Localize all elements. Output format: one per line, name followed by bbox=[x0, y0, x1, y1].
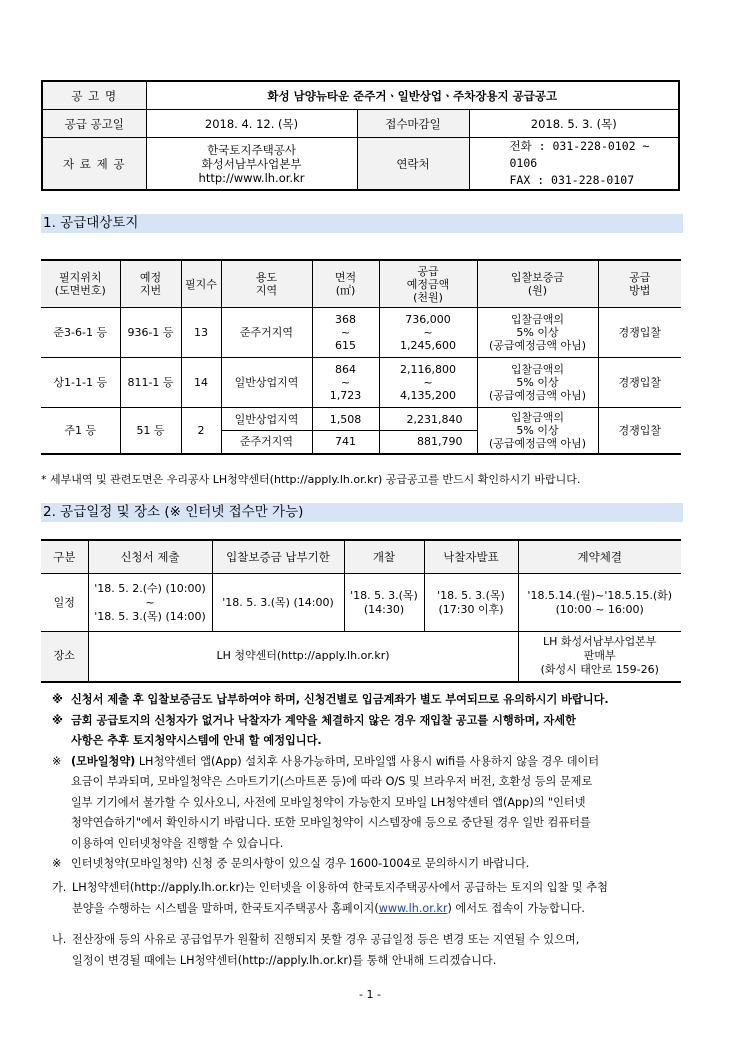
opening-date: '18. 5. 3.(목) (14:30) bbox=[344, 574, 424, 632]
col-contract: 계약체결 bbox=[518, 540, 681, 574]
col-area: 면적 (㎡) bbox=[312, 260, 379, 308]
notice-date-label: 공급 공고일 bbox=[42, 110, 146, 138]
col-lot: 예정 지번 bbox=[120, 260, 181, 308]
provider bbox=[146, 138, 357, 191]
notice-title: 화성 남양뉴타운 준주거ㆍ일반상업ㆍ주차장용지 공급공고 bbox=[146, 81, 679, 110]
price: 736,000 ~ 1,245,600 bbox=[379, 308, 477, 358]
list-marker: 가. bbox=[52, 881, 67, 894]
footnote: * 세부내역 및 관련도면은 우리공사 LH청약센터(http://apply.lh.or.kr) 공급공고를 반드시 확인하시기 바랍니다. bbox=[41, 473, 581, 486]
place-office: LH 화성서남부사업본부 판매부 (화성시 태안로 159-26) bbox=[518, 632, 681, 682]
count: 2 bbox=[181, 408, 221, 454]
method: 경쟁입찰 bbox=[598, 408, 681, 454]
col-count: 필지수 bbox=[181, 260, 221, 308]
area: 1,508 bbox=[312, 408, 379, 431]
land-header-row bbox=[41, 260, 681, 308]
location: 상1-1-1 등 bbox=[41, 358, 120, 408]
price: 881,790 bbox=[379, 431, 477, 454]
reference-mark: ※ bbox=[52, 754, 62, 768]
col-deposit-deadline: 입찰보증금 납부기한 bbox=[212, 540, 344, 574]
section-1-title: 1. 공급대상토지 bbox=[41, 214, 683, 233]
area: 864 ~ 1,723 bbox=[312, 358, 379, 408]
contact bbox=[469, 138, 679, 191]
land-table bbox=[41, 259, 681, 455]
use: 준주거지역 bbox=[221, 431, 312, 454]
place-label: 장소 bbox=[41, 632, 88, 682]
deposit-deadline: '18. 5. 3.(목) (14:00) bbox=[212, 574, 344, 632]
deposit: 입찰금액의 5% 이상 (공급예정금액 아님) bbox=[477, 408, 598, 454]
homepage-link[interactable]: www.lh.or.kr bbox=[378, 901, 448, 915]
paragraph-ga: 가. LH청약센터(http://apply.lh.or.kr)는 인터넷을 이용하여 한국토지주택공사에서 공급하는 토지의 입찰 및 추첨 분양을 수행하는 시스템을 말하며, 한국토지주택공사 홈페이지(www.lh.or.kr) 에서도 접속이 가능합니다. bbox=[52, 878, 702, 919]
provider-label: 자 료 제 공 bbox=[42, 138, 146, 191]
list-marker: 나. bbox=[52, 933, 67, 946]
lot: 811-1 등 bbox=[120, 358, 181, 408]
col-opening: 개찰 bbox=[344, 540, 424, 574]
schedule-row bbox=[41, 574, 681, 632]
paragraph-na: 나. 전산장애 등의 사유로 공급업무가 원활히 진행되지 못할 경우 공급일정 등은 변경 또는 지연될 수 있으며, 일정이 변경될 때에는 LH청약센터(http://apply.lh.or.kr)를 통해 안내해 드리겠습니다. bbox=[52, 930, 702, 971]
contact-label: 연락처 bbox=[357, 138, 469, 191]
table-row bbox=[41, 308, 681, 358]
section-2-title: 2. 공급일정 및 장소 (※ 인터넷 접수만 가능) bbox=[41, 503, 683, 522]
table-row bbox=[41, 358, 681, 408]
deadline-date: 2018. 5. 3. (목) bbox=[469, 110, 679, 138]
reference-mark: ※ bbox=[52, 693, 63, 706]
application-period: '18. 5. 2.(수) (10:00) ~ '18. 5. 3.(목) (14:00) bbox=[88, 574, 212, 632]
page-number: - 1 - bbox=[359, 988, 381, 1001]
col-category: 구분 bbox=[41, 540, 88, 574]
notice-title-label: 공 고 명 bbox=[42, 81, 146, 110]
method: 경쟁입찰 bbox=[598, 308, 681, 358]
notes bbox=[52, 690, 682, 875]
place-online[interactable]: LH 청약센터(http://apply.lh.or.kr) bbox=[88, 632, 518, 682]
note-1: ※ 신청서 제출 후 입찰보증금도 납부하여야 하며, 신청건별로 입금계좌가 별도 부여되므로 유의하시기 바랍니다. bbox=[52, 690, 682, 711]
use: 일반상업지역 bbox=[221, 358, 312, 408]
area: 368 ~ 615 bbox=[312, 308, 379, 358]
note-3: ※ (모바일청약) LH청약센터 앱(App) 설치후 사용가능하며, 모바일앱 사용시 wifi를 사용하지 않을 경우 데이터 요금이 부과되며, 모바일청약은 스마트기기(스마트폰 등)에 따라 O/S 및 브라우저 버전, 호환성 등의 문제로 일부 기기에서 불가할 수 있사오니, 사전에 모바일청약이 가능한지 모바일 LH청약센터 앱(App)의 "인터넷 청약연습하기"에서 확인하시기 바랍니다. 또한 모바일청약이 시스템장애 등으로 중단될 경우 일반 컴퓨터를 이용하여 인터넷청약을 진행할 수 있습니다. bbox=[52, 752, 682, 855]
location: 준3-6-1 등 bbox=[41, 308, 120, 358]
schedule-label: 일정 bbox=[41, 574, 88, 632]
lot: 936-1 등 bbox=[120, 308, 181, 358]
notice-info-table bbox=[41, 80, 680, 191]
col-method: 공급 방법 bbox=[598, 260, 681, 308]
col-application: 신청서 제출 bbox=[88, 540, 212, 574]
use: 일반상업지역 bbox=[221, 408, 312, 431]
reference-mark: ※ bbox=[52, 713, 63, 727]
provider-url[interactable]: http://www.lh.or.kr bbox=[198, 170, 305, 185]
provider-org: 한국토지주택공사 bbox=[207, 142, 296, 157]
col-price: 공급 예정금액 (천원) bbox=[379, 260, 477, 308]
price: 2,231,840 bbox=[379, 408, 477, 431]
area: 741 bbox=[312, 431, 379, 454]
deposit: 입찰금액의 5% 이상 (공급예정금액 아님) bbox=[477, 308, 598, 358]
count: 14 bbox=[181, 358, 221, 408]
note-4: ※ 인터넷청약(모바일청약) 신청 중 문의사항이 있으실 경우 1600-1004로 문의하시기 바랍니다. bbox=[52, 854, 682, 875]
col-location: 필지위치 (도면번호) bbox=[41, 260, 120, 308]
note-2: ※ 금회 공급토지의 신청자가 없거나 낙찰자가 계약을 체결하지 않은 경우 재입찰 공고를 시행하며, 자세한 사항은 추후 토지청약시스템에 안내 할 예정입니다. bbox=[52, 711, 682, 752]
method: 경쟁입찰 bbox=[598, 358, 681, 408]
winner-date: '18. 5. 3.(목) (17:30 이후) bbox=[424, 574, 518, 632]
deposit: 입찰금액의 5% 이상 (공급예정금액 아님) bbox=[477, 358, 598, 408]
reference-mark: ※ bbox=[52, 857, 62, 870]
use: 준주거지역 bbox=[221, 308, 312, 358]
col-use: 용도 지역 bbox=[221, 260, 312, 308]
fax-number: FAX : 031-228-0107 bbox=[509, 173, 635, 187]
phone-number: 전화 : 031-228-0102 ~ 0106 bbox=[509, 139, 650, 170]
col-winner: 낙찰자발표 bbox=[424, 540, 518, 574]
deadline-label: 접수마감일 bbox=[357, 110, 469, 138]
table-row bbox=[41, 408, 681, 431]
schedule-header-row bbox=[41, 540, 681, 574]
schedule-table bbox=[41, 539, 681, 683]
lot: 51 등 bbox=[120, 408, 181, 454]
count: 13 bbox=[181, 308, 221, 358]
place-row bbox=[41, 632, 681, 682]
notice-date: 2018. 4. 12. (목) bbox=[146, 110, 357, 138]
location: 주1 등 bbox=[41, 408, 120, 454]
provider-dept: 화성서남부사업본부 bbox=[201, 156, 302, 171]
col-deposit: 입찰보증금 (원) bbox=[477, 260, 598, 308]
contract-period: '18.5.14.(월)~'18.5.15.(화) (10:00 ~ 16:00) bbox=[518, 574, 681, 632]
price: 2,116,800 ~ 4,135,200 bbox=[379, 358, 477, 408]
